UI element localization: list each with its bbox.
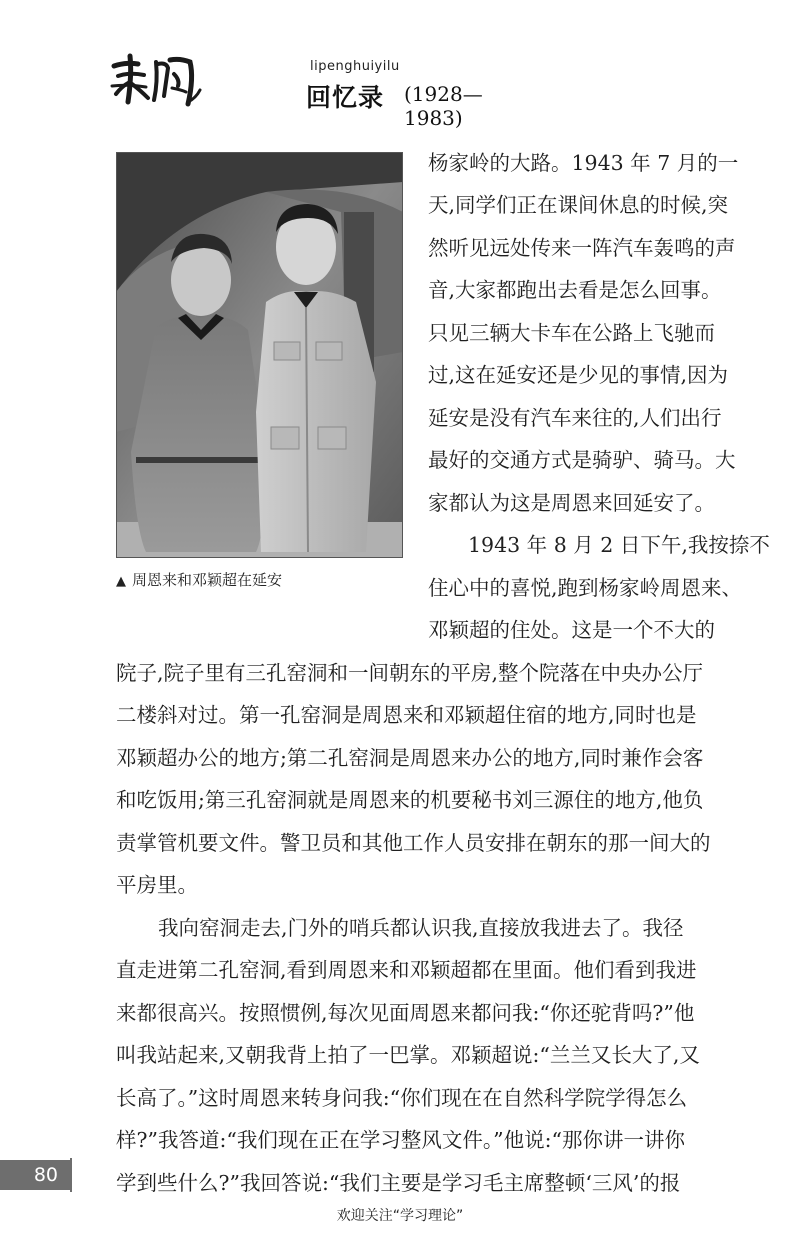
page-number-divider [70,1158,72,1192]
text-line: 天,同学们正在课间休息的时候,突 [428,193,729,217]
text-line: 责掌管机要文件。警卫员和其他工作人员安排在朝东的那一间大的 [116,831,711,855]
text-line: 家都认为这是周恩来回延安了。 [428,491,715,515]
text-line: 直走进第二孔窑洞,看到周恩来和邓颖超都在里面。他们看到我进 [116,958,697,982]
running-header [108,50,528,130]
text-line: 1943 年 8 月 2 日下午,我按捺不 [468,533,770,557]
text-line: 我向窑洞走去,门外的哨兵都认识我,直接放我进去了。我径 [158,916,684,940]
text-line: 邓颖超办公的地方;第二孔窑洞是周恩来办公的地方,同时兼作会客 [116,746,704,770]
caption-triangle-icon: ▲ [116,574,126,589]
text-line: 二楼斜对过。第一孔窑洞是周恩来和邓颖超住宿的地方,同时也是 [116,703,697,727]
text-line: 只见三辆大卡车在公路上飞驰而 [428,321,715,345]
book-years: (1928—1983) [404,82,483,130]
photo-caption [116,569,282,590]
text-line: 延安是没有汽车来往的,人们出行 [428,406,722,430]
calligraphy-logo [108,52,203,110]
text-line: 音,大家都跑出去看是怎么回事。 [428,278,722,302]
page-number-badge: 80 [0,1160,72,1190]
text-line: 过,这在延安还是少见的事情,因为 [428,363,729,387]
text-line: 学到些什么?”我回答说:“我们主要是学习毛主席整顿‘三风’的报 [116,1171,681,1195]
text-line: 然听见远处传来一阵汽车轰鸣的声 [428,236,736,260]
text-line: 院子,院子里有三孔窑洞和一间朝东的平房,整个院落在中央办公厅 [116,661,704,685]
header-pinyin: lipenghuiyilu [310,59,400,74]
text-line: 和吃饭用;第三孔窑洞就是周恩来的机要秘书刘三源住的地方,他负 [116,788,704,812]
text-line: 杨家岭的大路。1943 年 7 月的一 [428,151,739,175]
text-line: 长高了。”这时周恩来转身问我:“你们现在在自然科学院学得怎么 [116,1086,688,1110]
text-line: 样?”我答道:“我们现在正在学习整风文件。”他说:“那你讲一讲你 [116,1128,685,1152]
text-line: 最好的交通方式是骑驴、骑马。大 [428,448,736,472]
book-title: 回忆录 [306,83,385,112]
text-line: 来都很高兴。按照惯例,每次见面周恩来都问我:“你还驼背吗?”他 [116,1001,695,1025]
photo-image [116,152,403,558]
text-line: 叫我站起来,又朝我背上拍了一巴掌。邓颖超说:“兰兰又长大了,又 [116,1043,700,1067]
text-line: 平房里。 [116,873,198,897]
footer-note: 欢迎关注“学习理论” [336,1208,464,1224]
text-line: 住心中的喜悦,跑到杨家岭周恩来、 [428,576,743,600]
text-line: 邓颖超的住处。这是一个不大的 [428,618,715,642]
caption-text: 周恩来和邓颖超在延安 [132,571,283,589]
historical-photo [116,152,403,558]
